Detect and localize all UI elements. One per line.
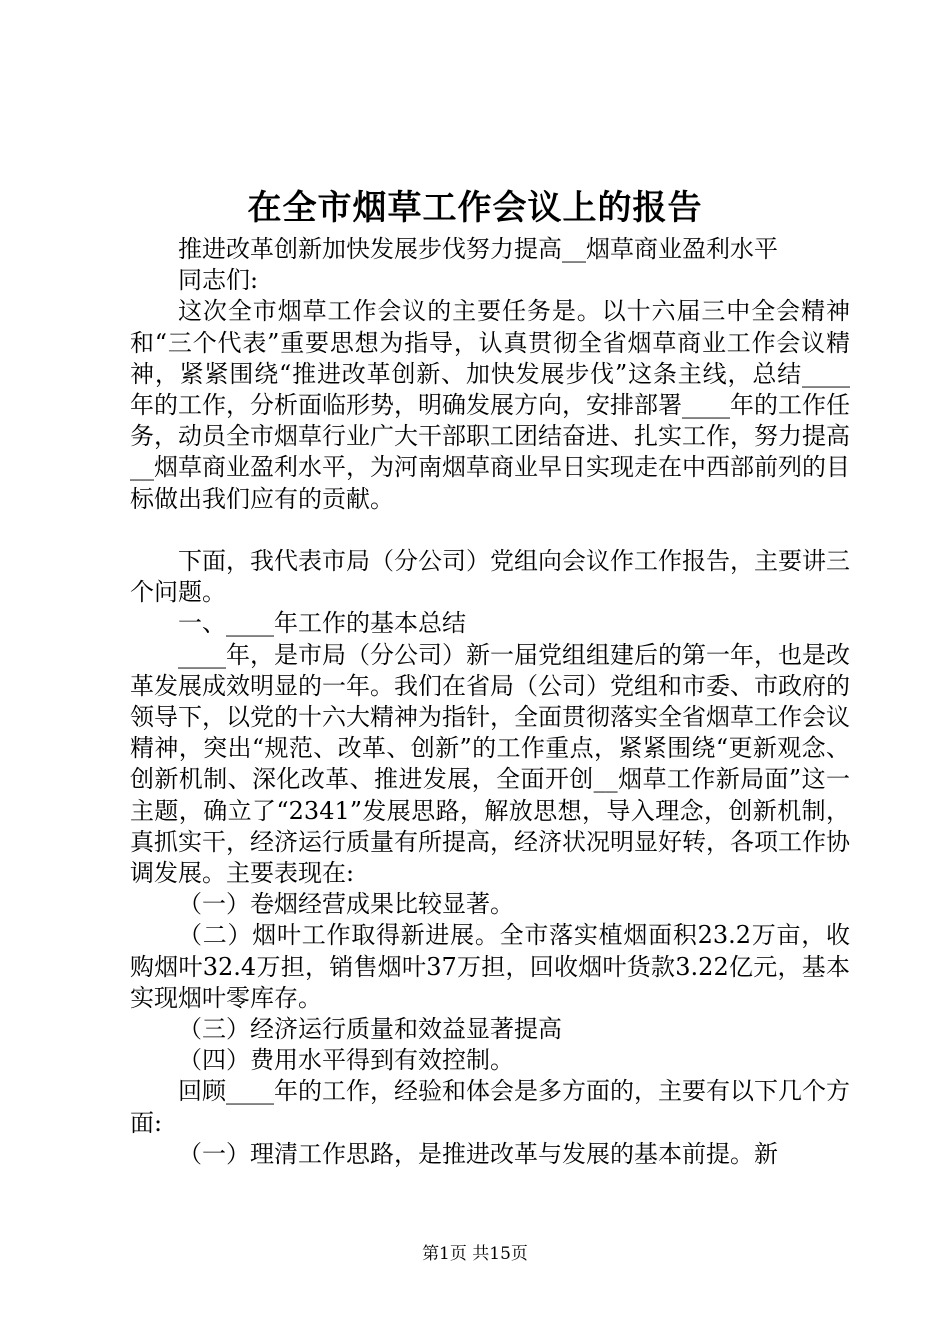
paragraph-gap	[130, 515, 850, 546]
document-body	[130, 234, 850, 1170]
body-paragraph: ____年，是市局（分公司）新一届党组组建后的第一年，也是改革发展成效明显的一年。我们在省局（公司）党组和市委、市政府的领导下，以党的十六大精神为指针，全面贯彻落实全省烟草工作会议精神，突出“规范、改革、创新”的工作重点，紧紧围绕“更新观念、创新机制、深化改革、推进发展，全面开创__烟草工作新局面”这一主题，确立了“2341”发展思路，解放思想，导入理念，创新机制，真抓实干，经济运行质量有所提高，经济状况明显好转，各项工作协调发展。主要表现在:	[130, 640, 850, 888]
list-item: （二）烟叶工作取得新进展。全市落实植烟面积23.2万亩，收购烟叶32.4万担，销售烟叶37万担，回收烟叶货款3.22亿元，基本实现烟叶零库存。	[130, 921, 850, 1012]
list-item: （一）理清工作思路，是推进改革与发展的基本前提。新	[178, 1139, 778, 1168]
salutation-paragraph: 同志们:	[178, 266, 259, 295]
body-paragraph: 这次全市烟草工作会议的主要任务是。以十六届三中全会精神和“三个代表”重要思想为指导，认真贯彻全省烟草商业工作会议精神，紧紧围绕“推进改革创新、加快发展步伐”这条主线，总结____年的工作，分析面临形势，明确发展方向，安排部署____年的工作任务，动员全市烟草行业广大干部职工团结奋进、扎实工作，努力提高__烟草商业盈利水平，为河南烟草商业早日实现走在中西部前列的目标做出我们应有的贡献。	[130, 297, 850, 513]
list-item: （一）卷烟经营成果比较显著。	[178, 890, 514, 919]
section-heading: 一、____年工作的基本总结	[178, 609, 466, 638]
list-item: （四）费用水平得到有效控制。	[178, 1046, 514, 1075]
body-paragraph: 回顾____年的工作，经验和体会是多方面的，主要有以下几个方面:	[130, 1077, 850, 1137]
page-footer: 第1页 共15页	[422, 1244, 528, 1264]
document-title: 在全市烟草工作会议上的报告	[247, 188, 703, 228]
list-item: （三）经济运行质量和效益显著提高	[178, 1015, 562, 1044]
subtitle-paragraph: 推进改革创新加快发展步伐努力提高__烟草商业盈利水平	[178, 235, 778, 263]
body-paragraph: 下面，我代表市局（分公司）党组向会议作工作报告，主要讲三个问题。	[130, 547, 850, 607]
